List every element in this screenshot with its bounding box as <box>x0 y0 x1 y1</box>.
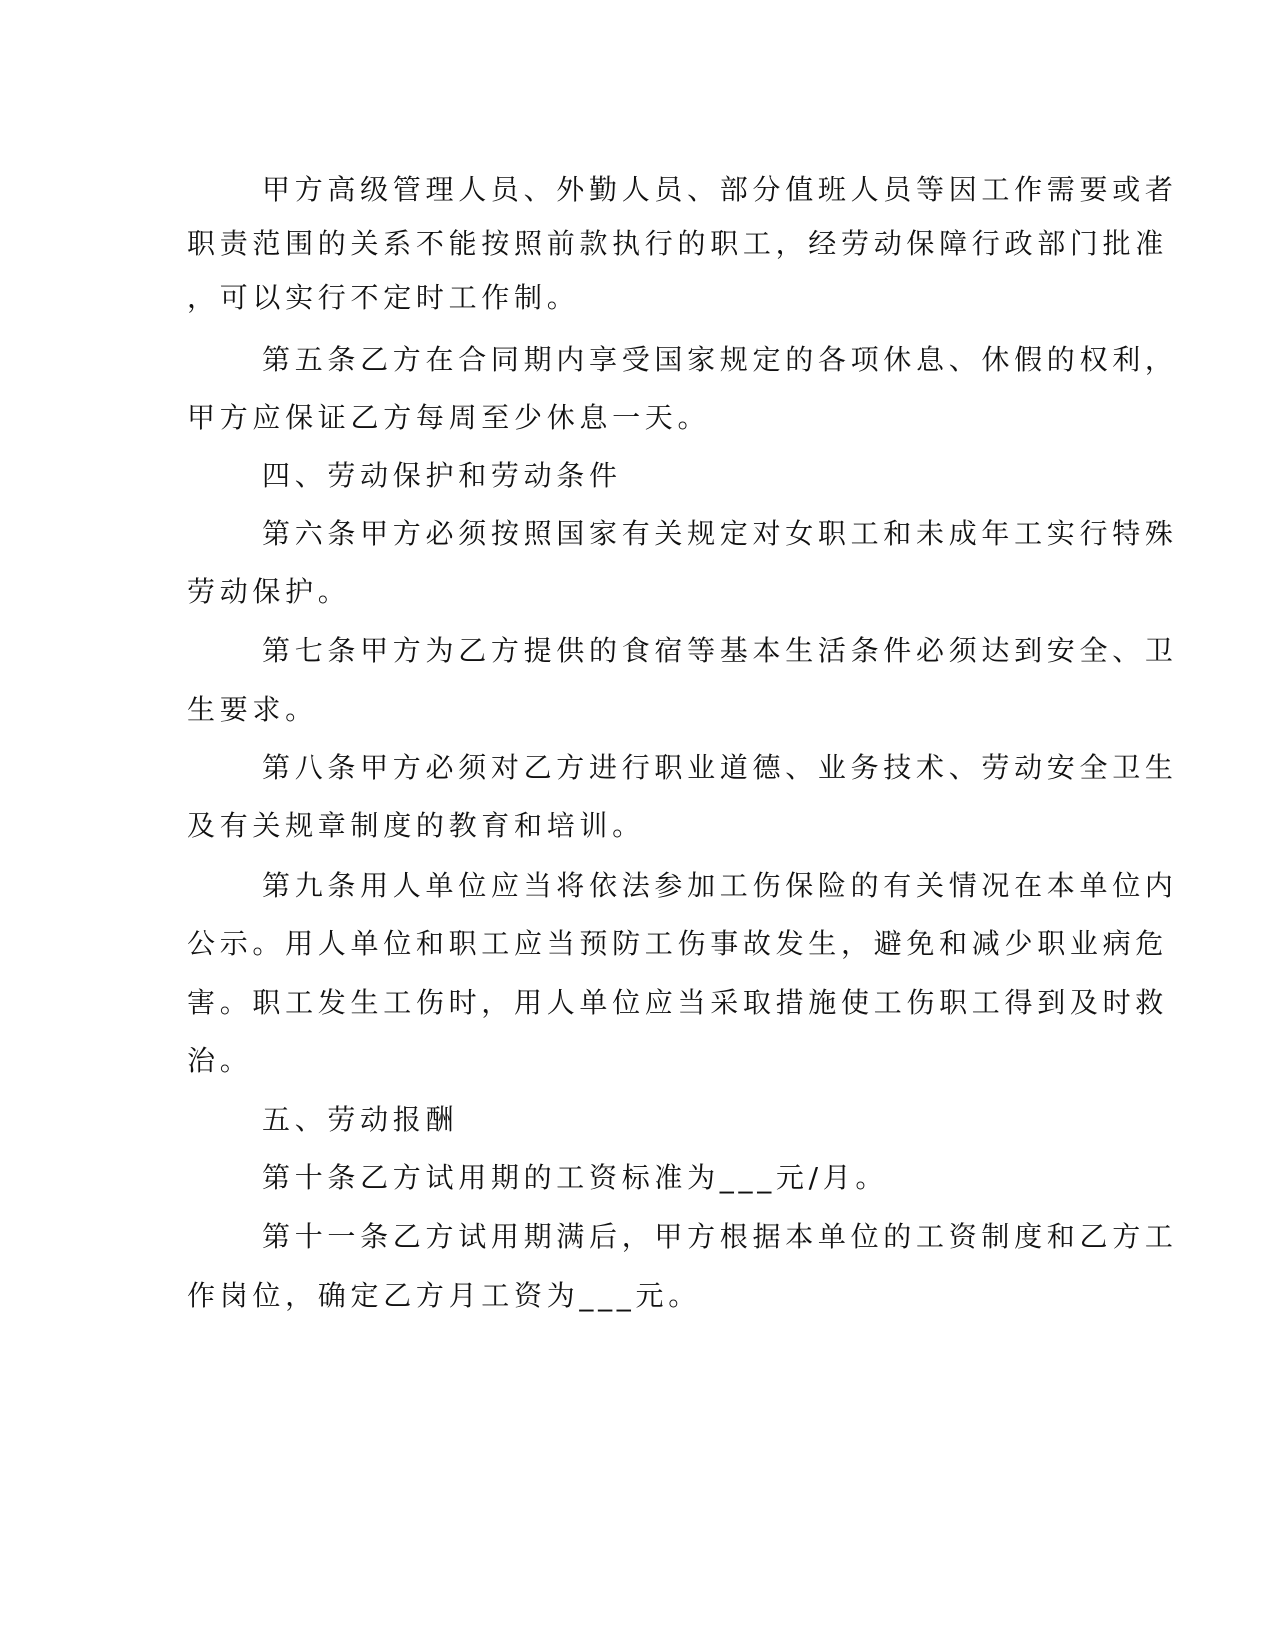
text-line: 治。 <box>187 1044 253 1077</box>
text-line: 职责范围的关系不能按照前款执行的职工，经劳动保障行政部门批准 <box>187 227 1169 260</box>
text-line: 劳动保护。 <box>187 575 351 608</box>
text-line: 甲方应保证乙方每周至少休息一天。 <box>187 401 711 434</box>
text-line: 第五条乙方在合同期内享受国家规定的各项休息、休假的权利， <box>262 343 1178 376</box>
text-line: 第十条乙方试用期的工资标准为___元/月。 <box>262 1161 889 1194</box>
text-line: 甲方高级管理人员、外勤人员、部分值班人员等因工作需要或者 <box>262 173 1178 206</box>
text-line: 及有关规章制度的教育和培训。 <box>187 809 645 842</box>
text-line: 第九条用人单位应当将依法参加工伤保险的有关情况在本单位内 <box>262 869 1178 902</box>
section-heading: 四、劳动保护和劳动条件 <box>262 459 622 492</box>
text-line: 公示。用人单位和职工应当预防工伤事故发生，避免和减少职业病危 <box>187 927 1169 960</box>
text-line: 第八条甲方必须对乙方进行职业道德、业务技术、劳动安全卫生 <box>262 751 1178 784</box>
text-line: 生要求。 <box>187 693 318 726</box>
text-line: ，可以实行不定时工作制。 <box>187 281 580 314</box>
text-line: 第六条甲方必须按照国家有关规定对女职工和未成年工实行特殊 <box>262 517 1178 550</box>
text-line: 害。职工发生工伤时，用人单位应当采取措施使工伤职工得到及时救 <box>187 986 1169 1019</box>
text-line: 第十一条乙方试用期满后，甲方根据本单位的工资制度和乙方工 <box>262 1220 1178 1253</box>
section-heading: 五、劳动报酬 <box>262 1103 459 1136</box>
text-line: 作岗位，确定乙方月工资为___元。 <box>187 1279 701 1312</box>
text-line: 第七条甲方为乙方提供的食宿等基本生活条件必须达到安全、卫 <box>262 634 1178 667</box>
